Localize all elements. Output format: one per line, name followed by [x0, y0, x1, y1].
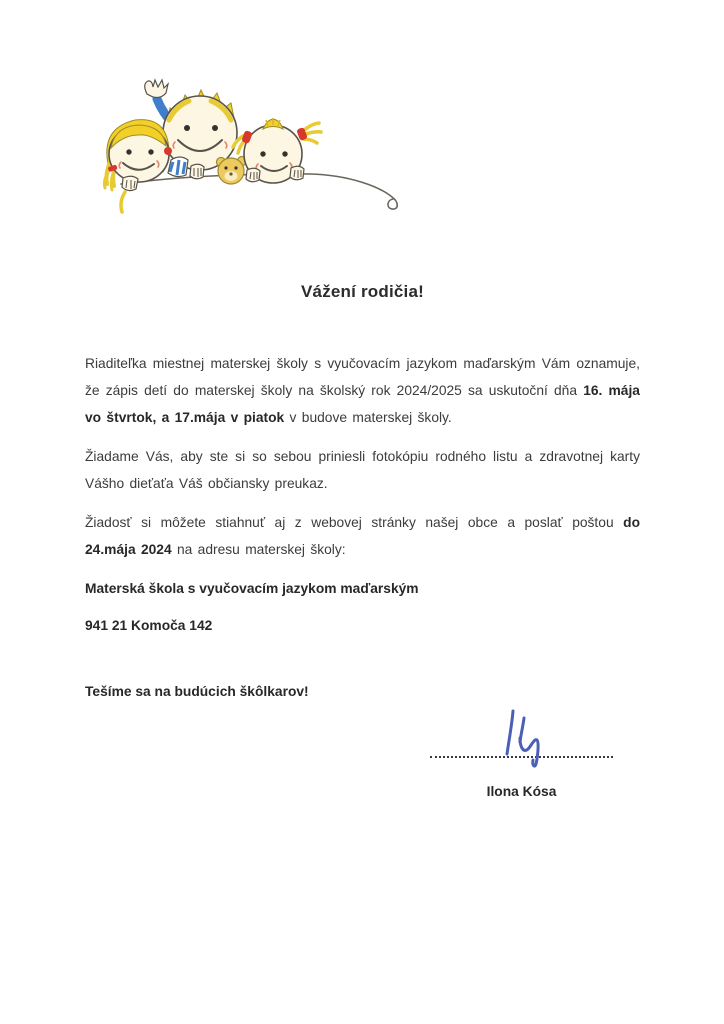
- text-segment: v budove materskej školy.: [284, 410, 452, 425]
- letter-title: Vážení rodičia!: [301, 282, 424, 301]
- left-girl: [104, 120, 172, 212]
- paragraph-application-by-post: [85, 509, 640, 563]
- paragraph-enrollment-announcement: [85, 350, 640, 431]
- signatory-name: Ilona Kósa: [486, 784, 557, 799]
- address-school-name: Materská škola s vyučovacím jazykom maďarským: [85, 581, 419, 596]
- children-illustration-svg: [95, 78, 405, 223]
- closing-line: Tešíme sa na budúcich škôlkarov!: [85, 684, 309, 699]
- text-segment-bold: 16. mája vo štvrtok, a 17.mája v piatok: [85, 383, 640, 425]
- address-postal: 941 21 Komoča 142: [85, 618, 213, 633]
- text-segment: na adresu materskej školy:: [171, 542, 346, 557]
- text-segment-bold: do 24.mája 2024: [85, 515, 640, 557]
- text-segment: Žiadosť si môžete stiahnuť aj z webovej stránky našej obce a poslať poštou: [85, 515, 624, 530]
- signature-block: [430, 700, 613, 799]
- signature-scribble: [494, 702, 548, 772]
- text-segment: Žiadame Vás, aby ste si so sebou priniesli fotokópiu rodného listu a zdravotnej karty Vášho dieťaťa Váš občiansky preukaz.: [85, 449, 640, 491]
- teddy-bear: [217, 157, 247, 185]
- letter-body: [85, 350, 640, 705]
- children-illustration: [95, 78, 405, 223]
- text-segment: Riaditeľka miestnej materskej školy s vyučovacím jazykom maďarským Vám oznamuje, že zápis detí do materskej školy na školský rok 2024/2025 sa uskutoční dňa: [85, 356, 640, 398]
- paragraph-documents-request: [85, 443, 640, 497]
